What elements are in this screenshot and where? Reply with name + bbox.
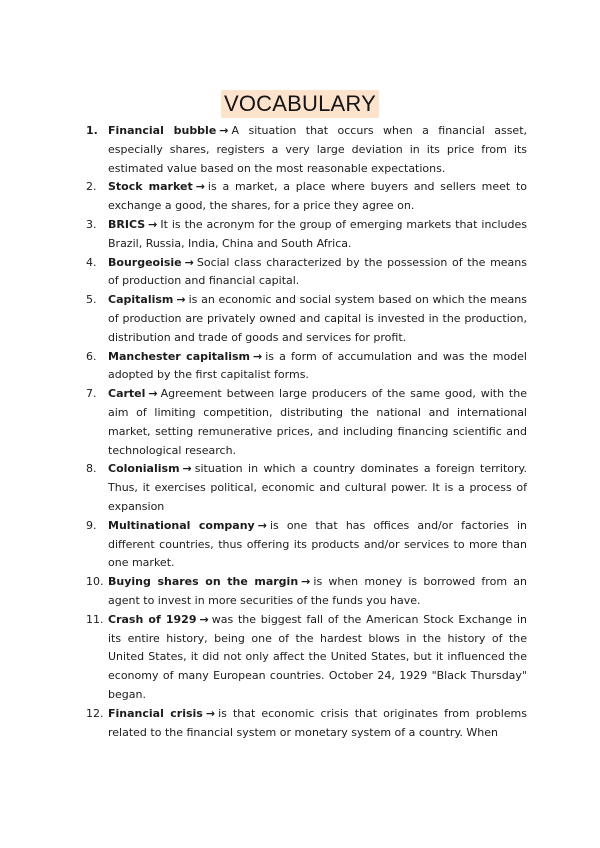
list-item: [86, 705, 527, 743]
item-term: BRICS: [108, 217, 146, 231]
item-term: Multinational company: [108, 518, 255, 532]
item-term: Crash of 1929: [108, 612, 197, 626]
item-definition: is when money is borrowed from an agent to invest in more securities of the funds you have.: [108, 575, 527, 607]
list-item: [86, 348, 527, 386]
list-item: [86, 573, 527, 611]
arrow-icon: →: [176, 293, 186, 307]
item-definition: was the biggest fall of the American Stock Exchange in its entire history, being one of the hardest blows in the history of the United States, it did not only affect the United States, but it influenced the economy of many European countries. October 24, 1929 "Black Thursday" began.: [108, 612, 527, 701]
list-item: [86, 517, 527, 573]
item-definition: situation in which a country dominates a foreign territory. Thus, it exercises political, economic and cultural power. It is a process of expansion: [108, 462, 527, 513]
item-number: 3.: [86, 217, 97, 231]
arrow-icon: →: [301, 575, 311, 589]
list-item: [86, 216, 527, 254]
list-item: [86, 385, 527, 460]
item-number: 7.: [86, 387, 97, 401]
list-item: [86, 122, 527, 178]
item-number: 11.: [86, 612, 104, 626]
item-number: 8.: [86, 462, 97, 476]
arrow-icon: →: [148, 387, 158, 401]
arrow-icon: →: [253, 349, 263, 363]
item-definition: is that economic crisis that originates from problems related to the financial system or monetary system of a country. When: [108, 706, 528, 739]
list-item: [86, 611, 527, 705]
item-number: 1.: [86, 124, 98, 137]
arrow-icon: →: [205, 706, 216, 720]
item-definition: is a market, a place where buyers and sellers meet to exchange a good, the shares, for a price they agree on.: [108, 180, 527, 213]
item-term: Bourgeoisie: [108, 255, 182, 269]
list-item: [86, 291, 527, 347]
item-definition: Social class characterized by the possession of the means of production and financial capital.: [108, 255, 527, 288]
item-number: 10.: [86, 575, 104, 589]
item-definition: It is the acronym for the group of emerging markets that includes Brazil, Russia, India, China and South Africa.: [108, 217, 527, 250]
arrow-icon: →: [182, 462, 192, 476]
item-definition: Agreement between large producers of the same good, with the aim of limiting competition, distributing the national and international market, setting remunerative prices, and including financing scientific and technological research.: [108, 387, 527, 457]
arrow-icon: →: [257, 518, 267, 532]
list-item: [86, 178, 527, 216]
arrow-icon: →: [148, 217, 158, 231]
item-definition: A situation that occurs when a financial asset, especially shares, registers a very large deviation in its price from its estimated value based on the most reasonable expectations.: [108, 124, 527, 175]
item-number: 2.: [86, 180, 97, 194]
item-term: Manchester capitalism: [108, 349, 250, 363]
item-number: 4.: [86, 255, 97, 269]
item-term: Financial crisis: [108, 706, 203, 720]
page-title: VOCABULARY: [221, 90, 379, 118]
item-term: Capitalism: [108, 293, 174, 307]
arrow-icon: →: [219, 124, 229, 137]
list-item: [86, 460, 527, 516]
vocabulary-list: [86, 122, 527, 742]
arrow-icon: →: [184, 255, 194, 269]
item-term: Colonialism: [108, 462, 180, 476]
item-definition: is a form of accumulation and was the model adopted by the first capitalist forms.: [108, 349, 527, 382]
item-definition: is an economic and social system based on which the means of production are privately owned and capital is invested in the production, distribution and trade of goods and services for profit.: [108, 293, 527, 344]
title-wrapper: [0, 90, 600, 118]
list-item: [86, 254, 527, 292]
item-definition: is one that has offices and/or factories in different countries, thus offering its products and/or services to more than one market.: [108, 518, 528, 570]
item-term: Stock market: [108, 180, 193, 194]
arrow-icon: →: [199, 612, 209, 626]
item-number: 6.: [86, 349, 97, 363]
item-term: Buying shares on the margin: [108, 575, 299, 589]
item-number: 9.: [86, 518, 97, 532]
item-number: 5.: [86, 293, 97, 307]
item-term: Cartel: [108, 387, 146, 401]
item-number: 12.: [86, 706, 104, 720]
arrow-icon: →: [195, 180, 205, 194]
item-term: Financial bubble: [108, 124, 217, 137]
